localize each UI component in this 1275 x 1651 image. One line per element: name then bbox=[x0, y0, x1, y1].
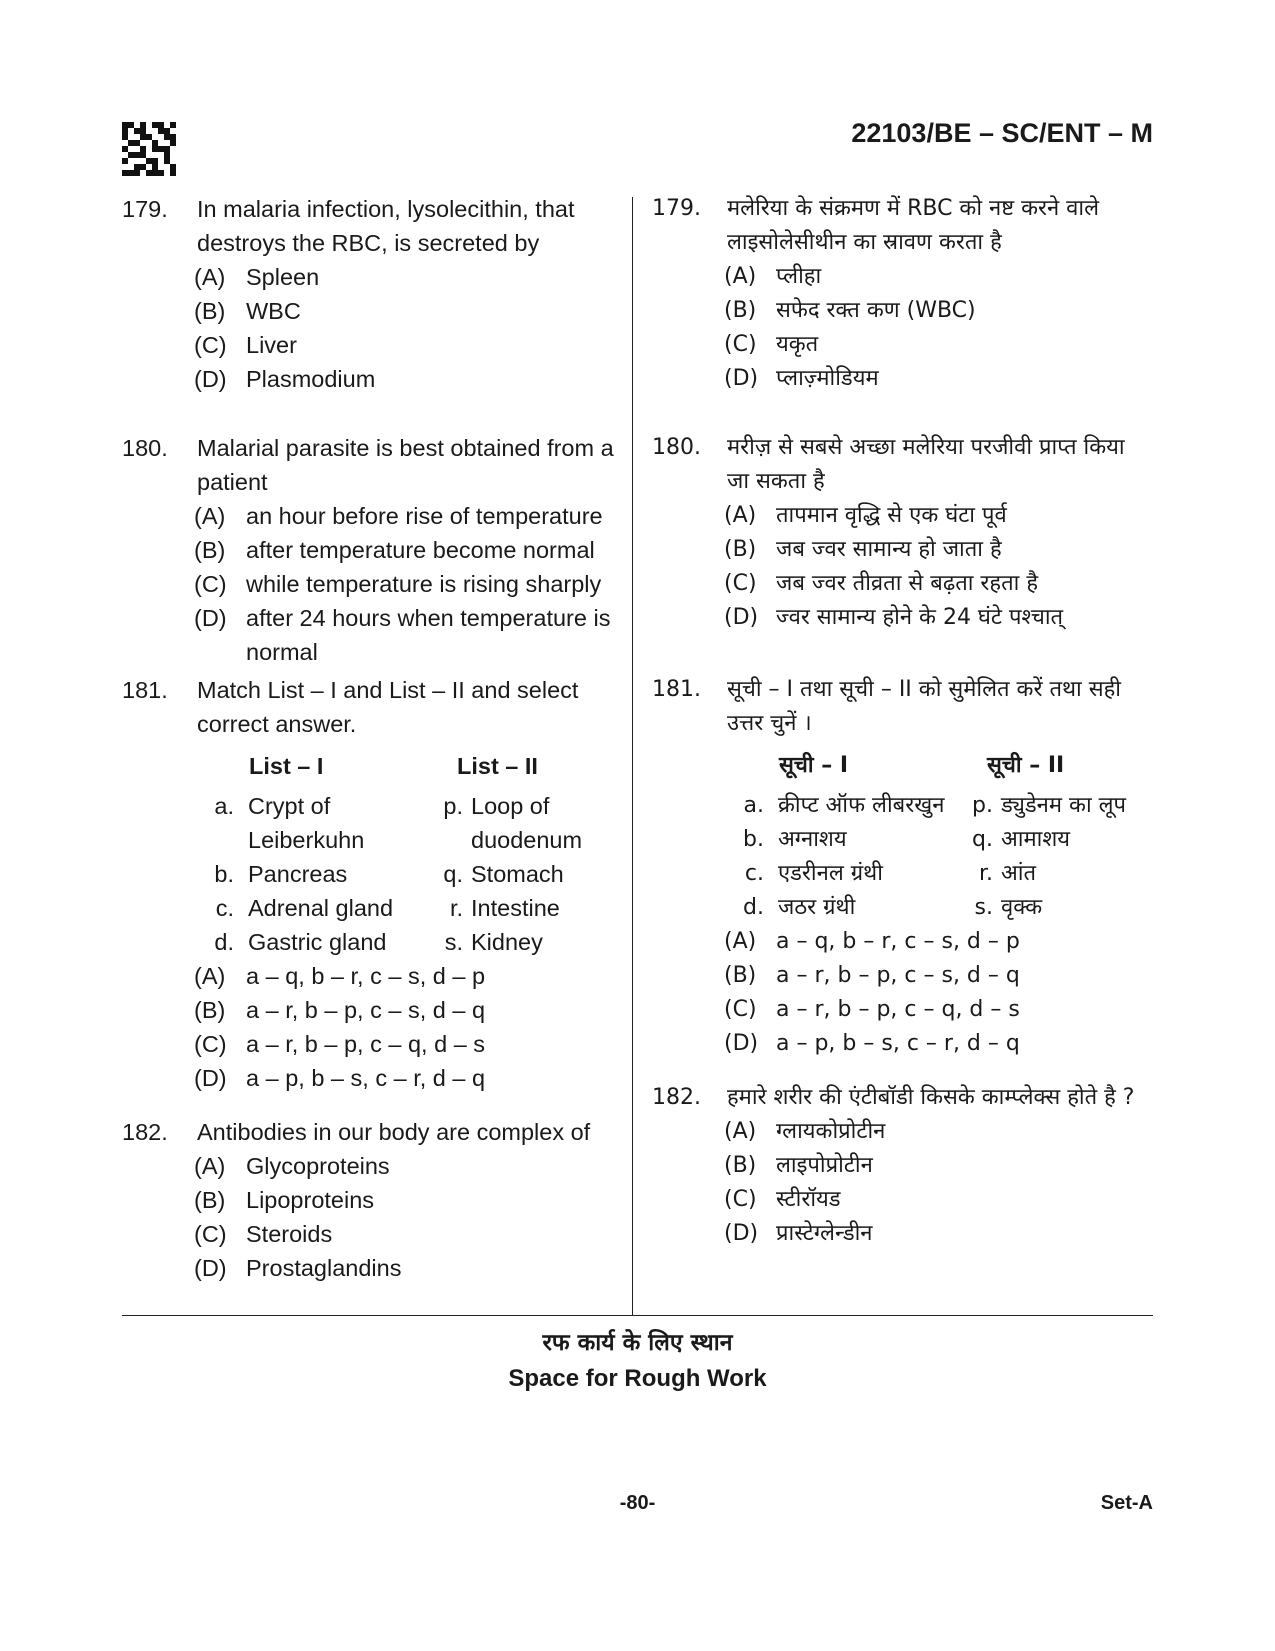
match-list bbox=[197, 749, 620, 959]
option-letter: (D) bbox=[194, 1065, 227, 1091]
option-d bbox=[194, 601, 620, 669]
match-row bbox=[197, 857, 620, 891]
list-one-item: एडरीनल ग्रंथी bbox=[778, 861, 883, 886]
list-one-item: Crypt of Leiberkuhn bbox=[248, 793, 365, 853]
option-d bbox=[724, 601, 1152, 635]
option-letter: (C) bbox=[724, 997, 757, 1022]
option-a bbox=[194, 959, 620, 993]
option-text: Lipoproteins bbox=[246, 1187, 375, 1213]
hindi-column bbox=[652, 192, 1152, 1251]
option-c bbox=[724, 567, 1152, 601]
question-number: 181. bbox=[652, 677, 701, 702]
option-a bbox=[194, 499, 620, 533]
option-text: ज्वर सामान्य होने के 24 घंटे पश्चात् bbox=[776, 605, 1064, 630]
option-letter: (D) bbox=[194, 605, 227, 631]
row-key: p. bbox=[443, 793, 463, 819]
question-180 bbox=[122, 431, 620, 669]
row-key: r. bbox=[978, 861, 993, 886]
question-stem: मलेरिया के संक्रमण में RBC को नष्ट करने वाले लाइसोलेसीथीन का स्रावण करता है bbox=[727, 196, 1100, 255]
option-text: Liver bbox=[246, 332, 297, 358]
option-text: an hour before rise of temperature bbox=[246, 503, 603, 529]
option-text: Glycoproteins bbox=[246, 1153, 390, 1179]
question-181 bbox=[122, 673, 620, 1095]
row-key: c. bbox=[215, 895, 234, 921]
option-letter: (B) bbox=[724, 1153, 757, 1178]
list-one-item: Adrenal gland bbox=[248, 895, 394, 921]
row-key: b. bbox=[743, 827, 764, 852]
bottom-divider bbox=[122, 1315, 1153, 1316]
option-b bbox=[194, 1183, 620, 1217]
option-text: a – p, b – s, c – r, d – q bbox=[776, 1031, 1020, 1056]
option-letter: (A) bbox=[194, 963, 226, 989]
option-text: a – r, b – p, c – s, d – q bbox=[776, 963, 1020, 988]
question-stem: मरीज़ से सबसे अच्छा मलेरिया परजीवी प्राप्त किया जा सकता है bbox=[727, 435, 1125, 494]
option-d bbox=[724, 1027, 1152, 1061]
question-stem: सूची – I तथा सूची – II को सुमेलित करें तथा सही उत्तर चुनें । bbox=[727, 677, 1121, 736]
list-one-item: क्रीप्ट ऑफ लीबरखुन bbox=[778, 793, 945, 818]
list-two-item: ड्युडेनम का लूप bbox=[1001, 793, 1127, 818]
option-text: जब ज्वर तीव्रता से बढ़ता रहता है bbox=[776, 571, 1039, 596]
option-letter: (B) bbox=[724, 963, 757, 988]
option-c bbox=[194, 567, 620, 601]
option-text: लाइपोप्रोटीन bbox=[776, 1153, 873, 1178]
option-letter: (D) bbox=[724, 366, 759, 391]
set-label: Set-A bbox=[1100, 1492, 1153, 1514]
option-text: प्लीहा bbox=[776, 264, 822, 289]
list-one-item: अग्नाशय bbox=[778, 827, 847, 852]
option-letter: (D) bbox=[194, 366, 227, 392]
list-one-item: Pancreas bbox=[248, 861, 348, 887]
question-181-hindi bbox=[652, 673, 1152, 1061]
row-key: a. bbox=[214, 793, 234, 819]
option-text: a – q, b – r, c – s, d – p bbox=[776, 929, 1020, 954]
row-key: q. bbox=[443, 861, 463, 887]
option-letter: (B) bbox=[194, 537, 226, 563]
list-two-item: Intestine bbox=[471, 895, 560, 921]
option-c bbox=[194, 1217, 620, 1251]
english-column bbox=[122, 192, 620, 1285]
match-row bbox=[727, 857, 1152, 891]
option-b bbox=[724, 1149, 1152, 1183]
list-two-item: आमाशय bbox=[1001, 827, 1071, 852]
option-text: Steroids bbox=[246, 1221, 333, 1247]
option-text: a – q, b – r, c – s, d – p bbox=[246, 963, 486, 989]
option-a bbox=[194, 1149, 620, 1183]
row-key: q. bbox=[972, 827, 993, 852]
option-letter: (D) bbox=[194, 1255, 227, 1281]
option-letter: (A) bbox=[194, 503, 226, 529]
question-stem: Malarial parasite is best obtained from a patient bbox=[197, 435, 614, 495]
option-d bbox=[194, 1061, 620, 1095]
question-stem: Match List – I and List – II and select correct answer. bbox=[197, 677, 579, 737]
option-c bbox=[194, 1027, 620, 1061]
option-letter: (C) bbox=[724, 571, 757, 596]
option-text: a – r, b – p, c – s, d – q bbox=[246, 997, 486, 1023]
option-b bbox=[724, 294, 1152, 328]
question-180-hindi bbox=[652, 431, 1152, 635]
option-a bbox=[194, 260, 620, 294]
list-two-heading: सूची – II bbox=[987, 753, 1065, 778]
option-letter: (C) bbox=[194, 332, 227, 358]
list-two-item: Loop of duodenum bbox=[471, 793, 583, 853]
option-c bbox=[724, 1183, 1152, 1217]
option-text: प्लाज़्मोडियम bbox=[776, 366, 879, 391]
option-letter: (A) bbox=[194, 264, 226, 290]
option-a bbox=[724, 1115, 1152, 1149]
option-letter: (A) bbox=[724, 1119, 757, 1144]
option-c bbox=[724, 993, 1152, 1027]
question-179 bbox=[122, 192, 620, 396]
question-number: 179. bbox=[652, 196, 701, 221]
qr-code bbox=[122, 122, 176, 176]
option-letter: (A) bbox=[724, 503, 757, 528]
option-text: यकृत bbox=[776, 332, 819, 357]
option-c bbox=[194, 328, 620, 362]
option-a bbox=[724, 260, 1152, 294]
question-stem: In malaria infection, lysolecithin, that destroys the RBC, is secreted by bbox=[197, 196, 575, 256]
row-key: a. bbox=[743, 793, 764, 818]
rough-work-title: Space for Rough Work bbox=[508, 1365, 767, 1392]
option-text: a – r, b – p, c – q, d – s bbox=[246, 1031, 486, 1057]
match-row bbox=[197, 789, 620, 857]
option-letter: (C) bbox=[194, 571, 227, 597]
option-text: जब ज्वर सामान्य हो जाता है bbox=[776, 537, 1002, 562]
question-number: 180. bbox=[652, 435, 701, 460]
question-stem: Antibodies in our body are complex of bbox=[197, 1119, 591, 1145]
list-one-item: Gastric gland bbox=[248, 929, 387, 955]
option-letter: (C) bbox=[724, 332, 757, 357]
option-letter: (C) bbox=[724, 1187, 757, 1212]
row-key: r. bbox=[449, 895, 463, 921]
question-182 bbox=[122, 1115, 620, 1285]
question-number: 180. bbox=[122, 435, 168, 461]
option-text: स्टीरॉयड bbox=[776, 1187, 841, 1212]
match-list bbox=[727, 749, 1152, 925]
page-number: -80- bbox=[619, 1492, 656, 1514]
option-c bbox=[724, 328, 1152, 362]
paper-code: 22103/BE – SC/ENT – M bbox=[851, 118, 1153, 148]
option-b bbox=[724, 959, 1152, 993]
option-text: Plasmodium bbox=[246, 366, 376, 392]
option-letter: (B) bbox=[724, 298, 757, 323]
question-number: 181. bbox=[122, 677, 168, 703]
option-letter: (A) bbox=[724, 264, 757, 289]
match-row bbox=[727, 789, 1152, 823]
option-text: Spleen bbox=[246, 264, 320, 290]
option-text: a – p, b – s, c – r, d – q bbox=[246, 1065, 486, 1091]
option-text: Prostaglandins bbox=[246, 1255, 402, 1281]
option-text: while temperature is rising sharply bbox=[246, 571, 602, 597]
match-row bbox=[727, 823, 1152, 857]
option-d bbox=[194, 362, 620, 396]
list-two-item: Kidney bbox=[471, 929, 543, 955]
option-a bbox=[724, 925, 1152, 959]
row-key: s. bbox=[974, 895, 993, 920]
option-text: a – r, b – p, c – q, d – s bbox=[776, 997, 1020, 1022]
question-179-hindi bbox=[652, 192, 1152, 396]
option-d bbox=[724, 362, 1152, 396]
option-letter: (D) bbox=[724, 1221, 759, 1246]
option-letter: (A) bbox=[724, 929, 757, 954]
option-text: तापमान वृद्धि से एक घंटा पूर्व bbox=[776, 503, 1007, 528]
match-row bbox=[197, 925, 620, 959]
option-a bbox=[724, 499, 1152, 533]
row-key: d. bbox=[743, 895, 764, 920]
option-letter: (C) bbox=[194, 1031, 227, 1057]
list-two-item: वृक्क bbox=[1001, 895, 1043, 920]
option-d bbox=[194, 1251, 620, 1285]
row-key: b. bbox=[214, 861, 234, 887]
option-b bbox=[724, 533, 1152, 567]
rough-work-area bbox=[0, 1325, 1275, 1393]
question-number: 182. bbox=[122, 1119, 168, 1145]
list-one-heading: List – I bbox=[249, 753, 324, 779]
option-letter: (B) bbox=[194, 997, 226, 1023]
list-two-item: आंत bbox=[1001, 861, 1037, 886]
option-text: प्रास्टेग्लेन्डीन bbox=[776, 1221, 873, 1246]
match-row bbox=[727, 891, 1152, 925]
question-number: 179. bbox=[122, 196, 168, 222]
list-one-item: जठर ग्रंथी bbox=[778, 895, 856, 920]
rough-work-title-hindi: रफ कार्य के लिए स्थान bbox=[542, 1330, 733, 1356]
match-row bbox=[197, 891, 620, 925]
option-b bbox=[194, 294, 620, 328]
option-b bbox=[194, 533, 620, 567]
question-number: 182. bbox=[652, 1085, 701, 1110]
match-list-header bbox=[727, 749, 1152, 783]
option-text: WBC bbox=[246, 298, 301, 324]
list-one-heading: सूची – I bbox=[779, 753, 849, 778]
option-text: after 24 hours when temperature is normal bbox=[246, 605, 611, 665]
row-key: d. bbox=[214, 929, 234, 955]
match-list-header bbox=[197, 749, 620, 783]
row-key: c. bbox=[744, 861, 764, 886]
option-text: ग्लायकोप्रोटीन bbox=[776, 1119, 886, 1144]
question-stem: हमारे शरीर की एंटीबॉडी किसके काम्प्लेक्स होते है ? bbox=[727, 1085, 1135, 1110]
option-letter: (D) bbox=[724, 1031, 759, 1056]
list-two-heading: List – II bbox=[457, 753, 538, 779]
option-b bbox=[194, 993, 620, 1027]
option-d bbox=[724, 1217, 1152, 1251]
option-letter: (B) bbox=[194, 1187, 226, 1213]
option-letter: (B) bbox=[194, 298, 226, 324]
option-text: सफेद रक्त कण (WBC) bbox=[776, 298, 976, 323]
question-182-hindi bbox=[652, 1081, 1152, 1251]
option-letter: (C) bbox=[194, 1221, 227, 1247]
column-divider bbox=[632, 197, 633, 1315]
option-letter: (A) bbox=[194, 1153, 226, 1179]
option-letter: (D) bbox=[724, 605, 759, 630]
list-two-item: Stomach bbox=[471, 861, 564, 887]
row-key: s. bbox=[444, 929, 463, 955]
option-text: after temperature become normal bbox=[246, 537, 595, 563]
row-key: p. bbox=[972, 793, 993, 818]
option-letter: (B) bbox=[724, 537, 757, 562]
